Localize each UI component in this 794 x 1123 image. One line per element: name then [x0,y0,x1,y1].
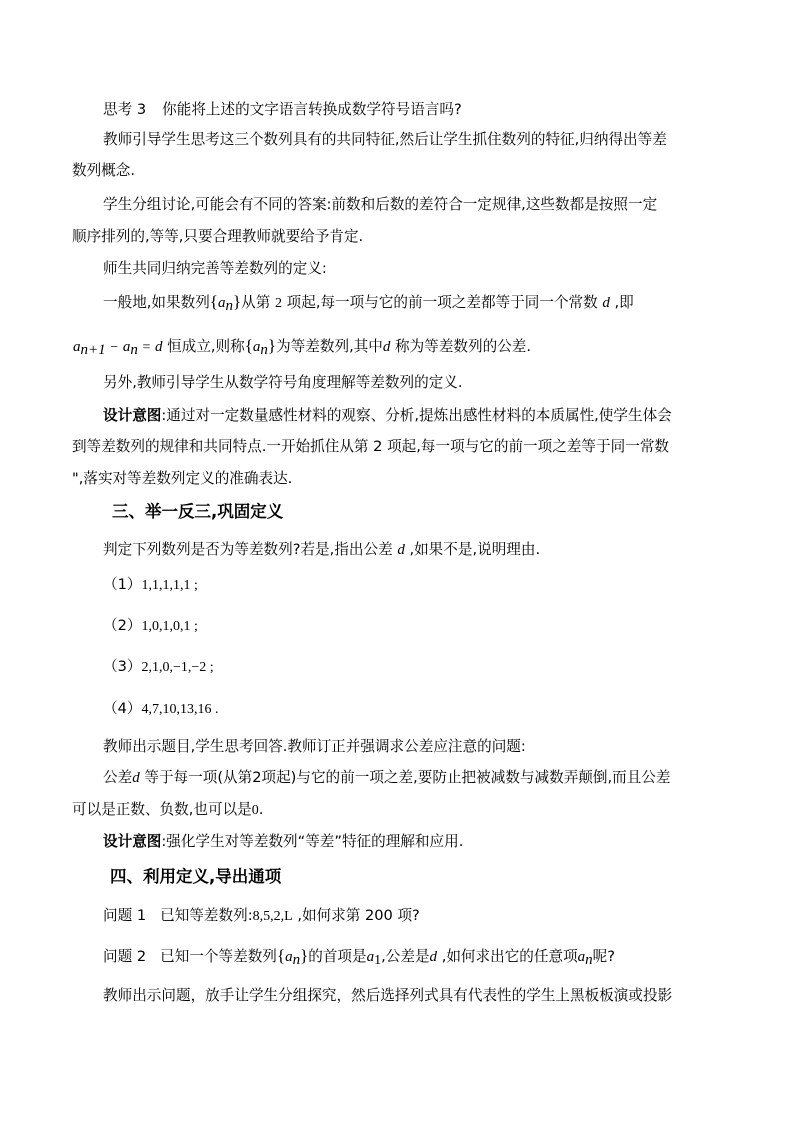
question2-label: 问题 2 [103,948,147,965]
para6-text-c: 可以是正数、负数,也可以是 [72,801,252,818]
def-text-a: 一般地,如果数列 [103,294,210,311]
intent1-line1 [103,403,672,429]
brace-left: { [244,336,253,355]
math-a: a [73,339,81,355]
section3-heading: 三、举一反三,巩固定义 [112,502,284,521]
math-a: a [366,949,375,965]
section4-heading: 四、利用定义,导出通项 [110,867,282,886]
para6-text-a: 公差 [103,769,133,786]
question-intro-text-b: ,如果不是,说明理由. [409,541,541,558]
item-value: 1,1,1,1,1 ; [141,578,198,593]
item-label: （2） [103,617,142,634]
math-sub-n1: n+1 [80,342,106,358]
list-item [103,572,198,598]
brace-right: } [267,336,277,355]
para2-line2: 顺序排列的,等等,只要合理教师就要给予肯定. [72,228,364,245]
question2-text-d: ,如何求出它的任意项 [441,948,578,965]
para6-line1 [103,765,670,791]
math-d: d [382,339,391,355]
item-label: （3） [103,658,142,675]
math-a: a [217,295,226,311]
think3-label: 思考 3 [103,101,147,118]
math-d: d [429,949,438,965]
brace-left: { [209,292,218,311]
para4: 另外,教师引导学生从数学符号角度理解等差数列的定义. [103,374,463,391]
math-d: d [602,295,610,311]
def-text-f: 为等差数列,其中 [276,338,383,355]
def-text-d: ,即 [614,294,634,311]
intent2-label: 设计意图 [103,833,162,850]
item-value: 1,0,1,0,1 ; [141,619,198,634]
math-a: a [122,339,131,355]
math-sub-n: n [130,342,138,358]
question2-text-a: 已知一个等差数列 [160,948,277,965]
list-item [103,654,214,680]
def-text-c: 项起,每一项与它的前一项之差都等于同一个常数 [286,294,598,311]
intent1-text: :通过对一定数量感性材料的观察、分析,提炼出感性材料的本质属性,使学生体会 [161,407,672,424]
intent1-label: 设计意图 [103,407,162,424]
para6-zero: 0 [251,803,259,818]
brace-right: } [300,946,309,965]
definition-line2 [73,333,531,359]
brace-right: } [232,292,242,311]
def-text-g: 称为等差数列的公差. [395,338,532,355]
question2-text-b: 的首项是 [308,948,367,965]
def-text-b: 从第 [241,294,271,311]
list-item [103,696,218,722]
def-num: 2 [274,296,282,311]
question1-line [103,903,420,929]
item-label: （1） [103,576,142,593]
think3-line [103,97,462,123]
definition-line1 [103,289,634,315]
question-intro-text-a: 判定下列数列是否为等差数列?若是,指出公差 [103,541,393,558]
math-a: a [252,339,261,355]
para1-line1: 教师引导学生思考这三个数列具有的共同特征,然后让学生抓住数列的特征,归纳得出等差 [103,131,667,148]
intent1-line3: ",落实对等差数列定义的准确表达. [72,470,293,487]
math-sub-1: 1 [374,953,382,968]
question1-text-b: ,如何求第 200 项? [297,907,420,924]
question-intro [103,537,540,563]
math-sub-n: n [292,952,301,968]
question2-line [103,943,615,969]
para5: 教师出示题目,学生思考回答.教师订正并强调求公差应注意的问题: [103,738,526,755]
math-a: a [285,949,293,965]
item-label: （4） [103,700,142,717]
question1-sequence: 8,5,2,L [252,909,293,924]
math-minus: − [110,340,119,355]
think3-text: 你能将上述的文字语言转换成数学符号语言吗? [162,101,462,118]
question1-label: 问题 1 [103,907,147,924]
math-sub-n: n [260,342,268,358]
para7: 教师出示问题，放手让学生分组探究，然后选择列式具有代表性的学生上黑板板演或投影 [103,987,673,1004]
question1-text-a: 已知等差数列: [160,907,253,924]
math-a: a [577,949,586,965]
para3: 师生共同归纳完善等差数列的定义: [103,260,327,277]
math-sub-n: n [585,952,593,968]
list-item [103,613,198,639]
question2-text-e: 呢? [592,948,616,965]
para6-line2 [72,797,263,823]
para2-line1: 学生分组讨论,可能会有不同的答案:前数和后数的差符合一定规律,这些数都是按照一定 [103,196,658,213]
math-d: d [155,339,163,355]
math-d: d [397,542,405,558]
math-d: d [132,770,140,786]
item-value: 2,1,0,−1,−2 ; [141,660,214,675]
brace-left: { [276,946,286,965]
para1-line2: 数列概念. [72,162,136,179]
math-equals: = [142,340,151,355]
intent2-line [103,829,463,855]
math-sub-n: n [225,298,233,314]
intent1-line2: 到等差数列的规律和共同特点.一开始抓住从第 2 项起,每一项与它的前一项之差等于同一常数 [72,438,670,455]
para6-text-b: 等于每一项(从第2项起)与它的前一项之差,要防止把被减数与减数弄颠倒,而且公差 [144,769,671,786]
def-text-e: 恒成立,则称 [167,338,245,355]
question2-text-c: ,公差是 [381,948,430,965]
intent2-text: :强化学生对等差数列“等差”特征的理解和应用. [161,833,464,850]
para6-period: . [258,801,264,818]
item-value: 4,7,10,13,16 . [141,702,219,717]
